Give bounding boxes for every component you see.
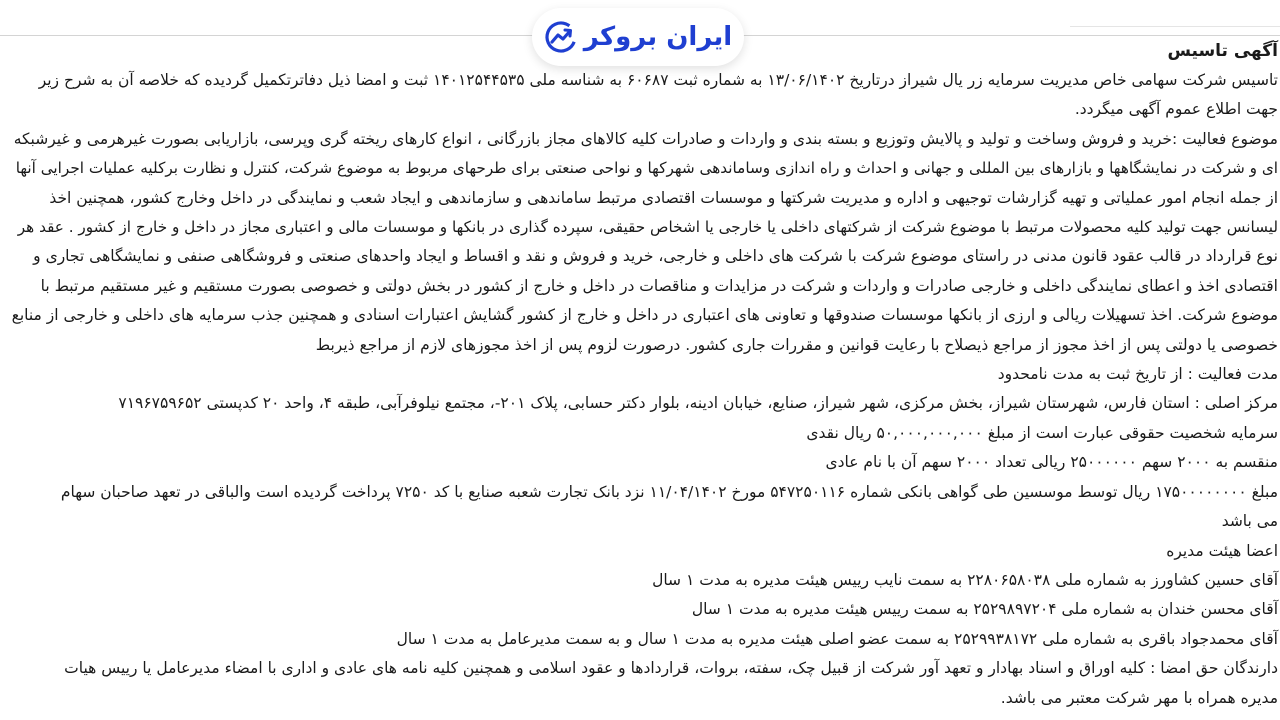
document-line: تاسیس شرکت سهامی خاص مدیریت سرمایه زر یال شیراز درتاریخ ۱۳/۰۶/۱۴۰۲ به شماره ثبت ۶۰۶۸۷ به شناسه ملی ۱۴۰۱۲۵۴۴۵۳۵ ثبت و امضا ذیل دفاترتکمیل گردیده که خلاصه آن به شرح زیر bbox=[38, 71, 1278, 89]
document-line: لیسانس جهت تولید کلیه محصولات مرتبط با موضوع شرکت از شرکتهای داخلی یا خارجی یا اشخاص حقیقی، سپرده گذاری در بانکها و موسسات مالی و اعتباری مجاز در داخل و خارج از کشور . عقد هر bbox=[17, 218, 1278, 237]
document-line: منقسم به ۲۰۰۰ سهم ۲۵۰۰۰۰۰۰ ریالی تعداد ۲۰۰۰ سهم آن با نام عادی bbox=[825, 453, 1278, 472]
document-line: اعضا هیئت مدیره bbox=[1166, 541, 1278, 560]
document-line: مدیره همراه با مهر شرکت معتبر می باشد. bbox=[1000, 688, 1278, 707]
document-line: ای و شرکت در نمایشگاهها و بازارهای بین المللی و جهانی و احداث و راه اندازی وساماندهی شهرکها و نواحی صنعتی برای طرحهای مربوط به موضوع شرکت، کنترل و نظارت برکلیه عملیات اجرایی آنها bbox=[15, 159, 1278, 178]
announcement-document bbox=[12, 36, 1278, 713]
header-divider-right bbox=[1070, 26, 1280, 27]
document-line: آقای حسین کشاورز به شماره ملی ۲۲۸۰۶۵۸۰۳۸ به سمت نایب رییس هیئت مدیره به مدت ۱ سال bbox=[652, 570, 1278, 589]
logo-text: ایران بروکر bbox=[583, 22, 733, 52]
document-line: موضوع شرکت. اخذ تسهیلات ریالی و ارزی از بانکها موسسات صندوقها و تعاونی های اعتباری در داخل و خارج از کشور گشایش اعتبارات اسنادی و همچنین جذب سرمایه های داخلی و خارجی از منابع bbox=[11, 306, 1278, 325]
document-line: آقای محسن خندان به شماره ملی ۲۵۲۹۸۹۷۲۰۴ به سمت رییس هیئت مدیره به مدت ۱ سال bbox=[691, 600, 1278, 619]
document-title: آگهی تاسیس bbox=[1167, 41, 1278, 61]
document-line: مدت فعالیت : از تاریخ ثبت به مدت نامحدود bbox=[997, 365, 1278, 384]
document-line: سرمایه شخصیت حقوقی عبارت است از مبلغ ۵۰,۰۰۰,۰۰۰,۰۰۰ ریال نقدی bbox=[806, 423, 1278, 442]
document-line: مرکز اصلی : استان فارس، شهرستان شیراز، بخش مرکزی، شهر شیراز، صنایع، خیابان ادینه، بلوار دکتر حسابی، پلاک ۲۰۱-، مجتمع نیلوفرآبی، طبقه ۴، واحد ۲۰ کدپستی ۷۱۹۶۷۵۹۶۵۲ bbox=[118, 394, 1278, 413]
document-body bbox=[12, 66, 1278, 713]
document-line: جهت اطلاع عموم آگهی میگردد. bbox=[1074, 100, 1278, 119]
document-line: موضوع فعالیت :خرید و فروش وساخت و تولید و پالایش وتوزیع و بسته بندی و واردات و صادرات کلیه کالاهای مجاز بازرگانی ، انواع کارهای ریخته گری وپرسی، بازاریابی بصورت غیرهرمی و غیرشبکه bbox=[13, 129, 1278, 148]
document-line: دارندگان حق امضا : کلیه اوراق و اسناد بهادار و تعهد آور شرکت از قبیل چک، سفته، بروات، قراردادها و عقود اسلامی و همچنین کلیه نامه های عادی و اداری با امضاء مدیرعامل یا رییس هیات bbox=[64, 659, 1278, 678]
document-line: خصوصی یا دولتی پس از اخذ مجوز از مراجع ذیصلاح با رعایت قوانین و مقررات جاری کشور. درصورت لزوم پس از اخذ مجوزهای لازم از مراجع ذیربط bbox=[315, 335, 1278, 354]
document-line: می باشد bbox=[1221, 512, 1278, 531]
document-line: مبلغ ۱۷۵۰۰۰۰۰۰۰۰ ریال توسط موسسین طی گواهی بانکی شماره ۵۴۷۲۵۰۱۱۶ مورخ ۱۱/۰۴/۱۴۰۲ نزد بانک تجارت شعبه صنایع با کد ۷۲۵۰ پرداخت گردیده است والباقی در تعهد صاحبان سهام bbox=[60, 482, 1278, 501]
document-line: از جمله انجام امور عملیاتی و تهیه گزارشات توجیهی و اداره و مدیریت شرکتها و موسسات اقتصادی مرتبط ساماندهی و سازماندهی و ایجاد شعب و نمایندگی در داخل وخارج کشور، همچنین اخذ bbox=[49, 188, 1278, 207]
document-line: نوع قرارداد در قالب عقود قانون مدنی در راستای موضوع شرکت با شرکت های داخلی و خارجی، خرید و فروش و نقد و اقساط و ایجاد واحدهای صنعتی و فروشگاهی صنفی و نمایشگاهی تجاری و bbox=[33, 247, 1278, 266]
document-line: آقای محمدجواد باقری به شماره ملی ۲۵۲۹۹۳۸۱۷۲ به سمت عضو اصلی هیئت مدیره به مدت ۱ سال و به سمت مدیرعامل به مدت ۱ سال bbox=[396, 629, 1278, 648]
document-line: اقتصادی اخذ و اعطای نمایندگی داخلی و خارجی صادرات و واردات و شرکت در مزایدات و مناقصات در داخل و خارج از کشور در بخش دولتی و خصوصی بصورت مستقیم و غیر مستقیم مرتبط با bbox=[40, 276, 1278, 295]
